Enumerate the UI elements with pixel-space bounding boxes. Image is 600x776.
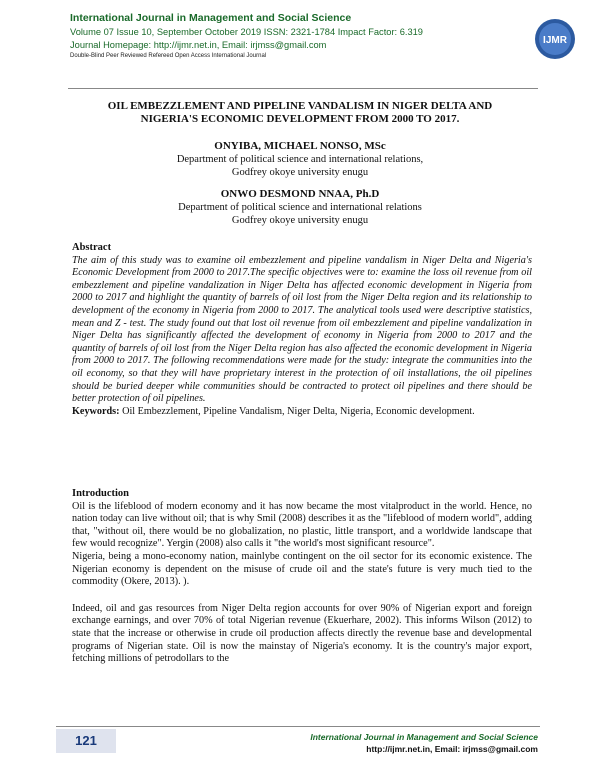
abstract-text: The aim of this study was to examine oil embezzlement and pipeline vandalism in Niger Delta and Nigeria's Economic Development from 2000 to 2017.The specific objectives were to: examine the loss oil revenue from oil embezzlement and pipeline vandalization in Niger Delta has affected economic development in Nigeria from 2000 to 2017 and highlight the quantity of barrels of oil lost from the Niger Delta region and its relationship to development of the economy in Nigeria from 2000 to 2017. The analytical tools used were descriptive statistics, mean and Z - test. The study found out that lost oil revenue from oil embezzlement and pipeline vandalization in Niger Delta has significantly affected the development of economy in Nigeria from 2000 to 2017 and the quantity of barrels of oil lost from the Niger Delta region has also affected the economic development in Nigeria from 2000 to 2017. The following recommendations were made for the study: integrate the communities into the oil economy, so that they will have proprietary interest in the protection of oil installations, the oil pipelines should be buried deeper while communities should be contracted to protect oil pipelines and there should be better protection of oil pipelines. bbox=[72, 254, 532, 405]
author-name: ONWO DESMOND NNAA, Ph.D bbox=[220, 188, 380, 200]
keywords-label: Keywords: bbox=[72, 405, 120, 417]
intro-paragraph-2: Nigeria, being a mono-economy nation, mainlybe contingent on the oil sector for its economic existence. The Nigerian economy is dependent on the misuse of crude oil and the state's future is very much tied to the commodity (Okere, 2013). ). bbox=[72, 550, 532, 588]
footer-journal: International Journal in Management and Social Science bbox=[310, 732, 538, 742]
paper-title bbox=[60, 100, 540, 126]
journal-name: International Journal in Management and Social Science bbox=[70, 12, 352, 24]
title-line-1: OIL EMBEZZLEMENT AND PIPELINE VANDALISM IN NIGER DELTA AND bbox=[107, 100, 493, 112]
abstract-section bbox=[72, 242, 532, 418]
author-name: ONYIBA, MICHAEL NONSO, MSc bbox=[214, 140, 386, 152]
keywords-text: Oil Embezzlement, Pipeline Vandalism, Niger Delta, Nigeria, Economic development. bbox=[122, 405, 475, 417]
author-institution: Godfrey okoye university enugu bbox=[231, 167, 369, 178]
intro-paragraph-1: Oil is the lifeblood of modern economy and it has now became the most vitalproduct in the world. Hence, no nation today can live without oil; that is why Smil (2008) describes it as the "lifeblood of modern world", adding that, "without oil, there would be no globalization, no plastic, little transport, and a worldwide landscape that few would recognize". Yergin (2008) also calls it "the world's most significant resource". bbox=[72, 500, 532, 550]
author-institution: Godfrey okoye university enugu bbox=[231, 215, 369, 226]
footer-info bbox=[310, 731, 538, 755]
logo-text: IJMR bbox=[543, 35, 567, 46]
journal-volume-info: Volume 07 Issue 10, September October 2019 ISSN: 2321-1784 Impact Factor: 6.319 bbox=[70, 27, 423, 37]
title-line-2: NIGERIA'S ECONOMIC DEVELOPMENT FROM 2000 TO 2017. bbox=[140, 113, 460, 125]
journal-review-note: Double-Blind Peer Reviewed Refereed Open Access International Journal bbox=[70, 53, 267, 59]
page-number: 121 bbox=[56, 729, 116, 753]
journal-homepage[interactable]: Journal Homepage: http://ijmr.net.in, Email: irjmss@gmail.com bbox=[70, 40, 327, 50]
author-block-1 bbox=[60, 140, 540, 179]
author-block-2 bbox=[60, 188, 540, 227]
header-divider bbox=[68, 88, 538, 89]
intro-paragraph-3: Indeed, oil and gas resources from Niger Delta region accounts for over 90% of Nigerian export and foreign exchange earnings, and over 70% of total Nigerian revenue (Ekuerhare, 2002). This informs Wilson (2012) to state that the increase or otherwise in crude oil production affects directly the revenue base and developmental programs of Nigerian state. Oil is now the mainstay of Nigeria's economy. It is the country's major export, fetching millions of petrodollars to the bbox=[72, 602, 532, 665]
author-department: Department of political science and international relations, bbox=[176, 154, 424, 165]
introduction-section bbox=[72, 488, 532, 680]
keywords bbox=[72, 406, 532, 419]
journal-logo-icon bbox=[534, 18, 576, 60]
introduction-heading: Introduction bbox=[72, 488, 129, 499]
abstract-heading: Abstract bbox=[72, 242, 112, 253]
journal-header bbox=[70, 12, 423, 59]
author-department: Department of political science and international relations bbox=[178, 202, 422, 213]
footer-contact[interactable]: http://ijmr.net.in, Email: irjmss@gmail.com bbox=[366, 744, 538, 754]
footer-divider bbox=[56, 726, 540, 727]
